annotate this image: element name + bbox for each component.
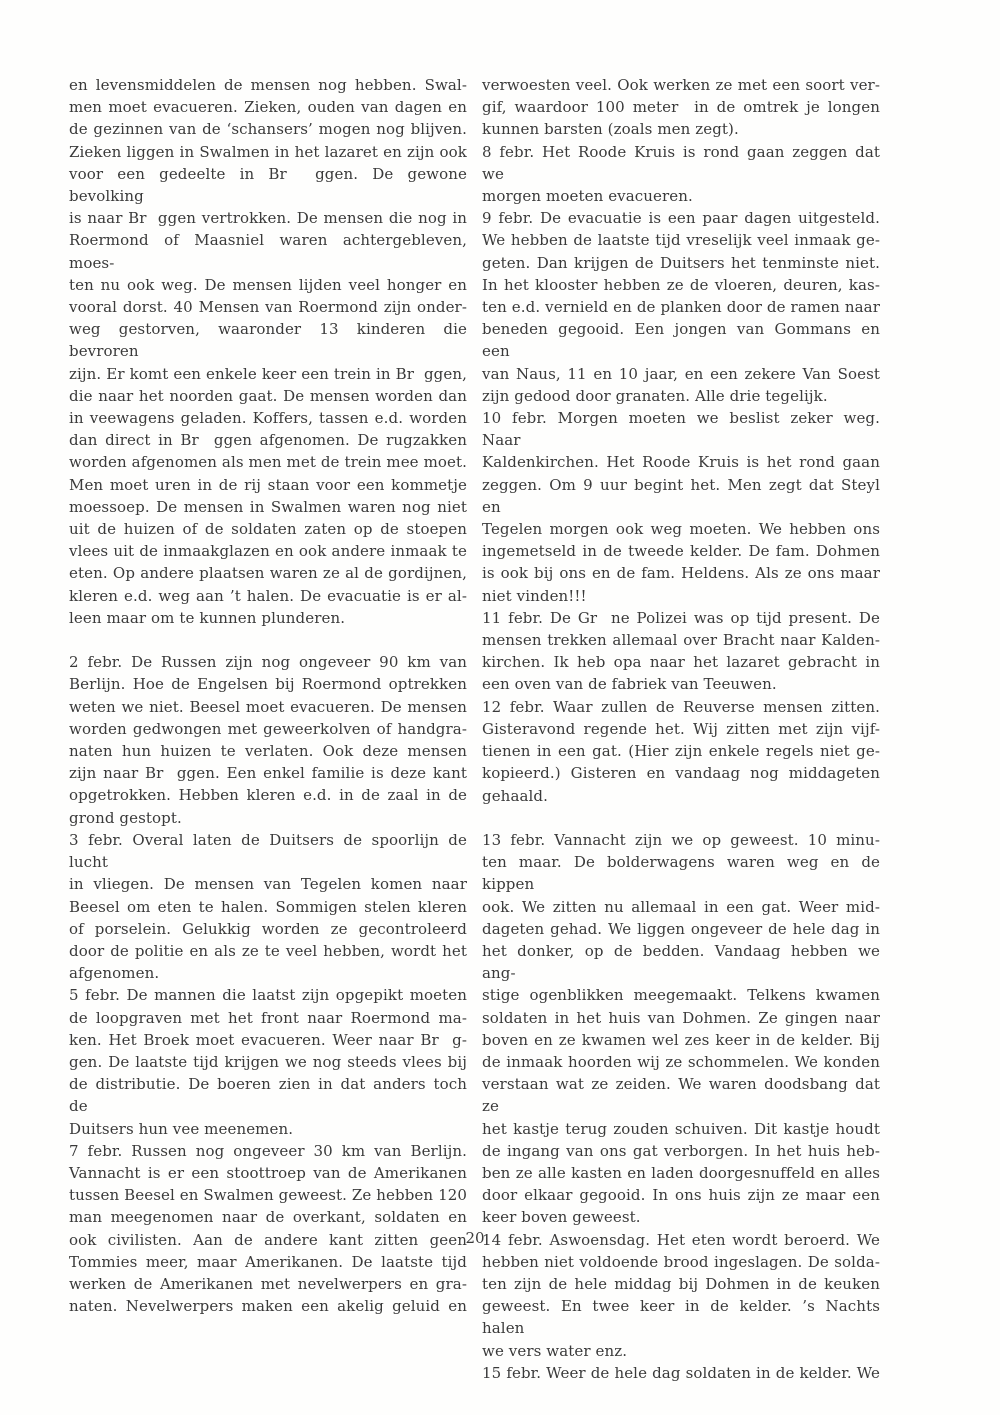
text-line: dageten gehad. We liggen ongeveer de hele dag in xyxy=(482,919,880,938)
text-line: zijn gedood door granaten. Alle drie tegelijk. xyxy=(482,386,828,405)
text-line: geten. Dan krijgen de Duitsers het tenminste niet. xyxy=(482,253,880,272)
text-line: 2 febr. De Russen zijn nog ongeveer 90 km van xyxy=(69,653,467,672)
text-line: die naar het noorden gaat. De mensen worden dan xyxy=(69,386,467,405)
text-line: de distributie. De boeren zien in dat anders toch de xyxy=(69,1075,467,1116)
text-line: zijn naar Br ggen. Een enkel familie is deze kant xyxy=(69,764,467,783)
text-line: is ook bij ons en de fam. Heldens. Als ze ons maar xyxy=(482,564,880,583)
text-line: 15 febr. Weer de hele dag soldaten in de kelder. We xyxy=(482,1363,880,1382)
text-line: uit de huizen of de soldaten zaten op de stoepen xyxy=(69,520,467,539)
text-line: Tommies meer, maar Amerikanen. De laatste tijd xyxy=(69,1252,467,1271)
text-line: tienen in een gat. (Hier zijn enkele regels niet ge- xyxy=(482,742,880,761)
text-line: stige ogenblikken meegemaakt. Telkens kwamen xyxy=(482,986,880,1005)
text-line: de inmaak hoorden wij ze schommelen. We konden xyxy=(482,1052,880,1071)
text-line: dan direct in Br ggen afgenomen. De rugzakken xyxy=(69,431,467,450)
text-line: Duitsers hun vee meenemen. xyxy=(69,1119,294,1138)
text-line: Men moet uren in de rij staan voor een kommetje xyxy=(69,475,467,494)
text-line: van Naus, 11 en 10 jaar, en een zekere Van Soest xyxy=(482,364,880,383)
text-line: afgenomen. xyxy=(69,964,160,983)
text-line: ben ze alle kasten en laden doorgesnuffeld en alles xyxy=(482,1163,880,1182)
text-line: mensen trekken allemaal over Bracht naar Kalden- xyxy=(482,631,880,650)
paragraph xyxy=(69,651,467,829)
text-line: kopieerd.) Gisteren en vandaag nog middageten xyxy=(482,764,880,783)
text-line: 10 febr. Morgen moeten we beslist zeker weg. Naar xyxy=(482,409,880,450)
text-line: naten hun huizen te verlaten. Ook deze mensen xyxy=(69,742,467,761)
text-line: in veewagens geladen. Koffers, tassen e.d. worden xyxy=(69,409,467,428)
paragraph xyxy=(482,607,880,696)
text-line: morgen moeten evacueren. xyxy=(482,187,693,206)
text-line: en levensmiddelen de mensen nog hebben. Swal- xyxy=(69,76,467,94)
text-line: vlees uit de inmaakglazen en ook andere inmaak te xyxy=(69,542,467,561)
text-line: 3 febr. Overal laten de Duitsers de spoorlijn de lucht xyxy=(69,830,467,872)
paragraph xyxy=(482,829,880,1229)
text-line: man meegenomen naar de overkant, soldaten en xyxy=(69,1208,467,1227)
text-line: keer boven geweest. xyxy=(482,1208,641,1227)
text-line: ken. Het Broek moet evacueren. Weer naar Br g- xyxy=(69,1030,467,1049)
text-line: naten. Nevelwerpers maken een akelig geluid en xyxy=(69,1297,467,1316)
text-line: We hebben de laatste tijd vreselijk veel inmaak ge- xyxy=(482,231,880,250)
text-line: gen. De laatste tijd krijgen we nog steeds vlees bij xyxy=(69,1052,467,1071)
paragraph xyxy=(69,74,467,629)
text-line: In het klooster hebben ze de vloeren, deuren, kas- xyxy=(482,275,880,294)
text-line: een oven van de fabriek van Teeuwen. xyxy=(482,675,777,694)
paragraph xyxy=(482,207,880,407)
text-line: 14 febr. Aswoensdag. Het eten wordt beroerd. We xyxy=(482,1230,880,1249)
text-line: ingemetseld in de tweede kelder. De fam. Dohmen xyxy=(482,542,880,561)
text-line: in vliegen. De mensen van Tegelen komen naar xyxy=(69,875,467,894)
text-line: gif, waardoor 100 meter in de omtrek je longen xyxy=(482,98,880,117)
text-line: worden gedwongen met geweerkolven of handgra- xyxy=(69,719,467,738)
text-line: Roermond of Maasniel waren achtergebleven, moes- xyxy=(69,231,467,272)
text-line: niet vinden!!! xyxy=(482,586,587,605)
paragraph xyxy=(69,984,467,1139)
text-line: kleren e.d. weg aan ’t halen. De evacuatie is er al- xyxy=(69,586,467,605)
text-line: Berlijn. Hoe de Engelsen bij Roermond optrekken xyxy=(69,675,467,694)
text-line: verwoesten veel. Ook werken ze met een soort ver- xyxy=(482,76,880,94)
text-line: tussen Beesel en Swalmen geweest. Ze hebben 120 xyxy=(69,1186,467,1205)
text-line: grond gestopt. xyxy=(69,808,182,827)
text-line: door de politie en als ze te veel hebben, wordt het xyxy=(69,941,467,960)
paragraph xyxy=(482,407,880,607)
column-right xyxy=(482,74,880,1384)
text-line: ten zijn de hele middag bij Dohmen in de keuken xyxy=(482,1274,880,1293)
text-line: de gezinnen van de ‘schansers’ mogen nog blijven. xyxy=(69,120,467,139)
text-line: gehaald. xyxy=(482,786,548,805)
text-line: weg gestorven, waaronder 13 kinderen die bevroren xyxy=(69,320,467,361)
paragraph xyxy=(482,1362,880,1384)
text-line: 7 febr. Russen nog ongeveer 30 km van Berlijn. xyxy=(69,1141,467,1160)
text-line: het donker, op de bedden. Vandaag hebben we ang- xyxy=(482,941,880,983)
page-number: 20 xyxy=(465,1229,485,1247)
paragraph xyxy=(482,696,880,807)
text-line: het kastje terug zouden schuiven. Dit kastje houdt xyxy=(482,1119,880,1138)
paragraph xyxy=(482,74,880,141)
text-line: ten e.d. vernield en de planken door de ramen naar xyxy=(482,298,880,317)
paragraph xyxy=(69,829,467,984)
text-line: leen maar om te kunnen plunderen. xyxy=(69,608,346,627)
text-line: vooral dorst. 40 Mensen van Roermond zijn onder- xyxy=(69,298,467,317)
text-line: moessoep. De mensen in Swalmen waren nog niet xyxy=(69,497,467,516)
text-line: voor een gedeelte in Br ggen. De gewone bevolking xyxy=(69,164,467,206)
text-line: Zieken liggen in Swalmen in het lazaret en zijn ook xyxy=(69,142,467,161)
text-line: hebben niet voldoende brood ingeslagen. De solda- xyxy=(482,1252,880,1271)
text-line: 13 febr. Vannacht zijn we op geweest. 10 minu- xyxy=(482,830,880,849)
text-line: 5 febr. De mannen die laatst zijn opgepikt moeten xyxy=(69,986,467,1005)
text-line: weten we niet. Beesel moet evacueren. De mensen xyxy=(69,697,467,716)
text-line: Tegelen morgen ook weg moeten. We hebben ons xyxy=(482,520,880,539)
text-line: kunnen barsten (zoals men zegt). xyxy=(482,120,739,139)
text-line: de ingang van ons gat verborgen. In het huis heb- xyxy=(482,1141,880,1160)
text-line: verstaan wat ze zeiden. We waren doodsbang dat ze xyxy=(482,1075,880,1116)
column-left xyxy=(69,74,467,1384)
text-line: 8 febr. Het Roode Kruis is rond gaan zeggen dat we xyxy=(482,142,880,183)
text-line: Gisteravond regende het. Wij zitten met zijn vijf- xyxy=(482,719,880,738)
paragraph xyxy=(482,141,880,208)
text-line: door elkaar gegooid. In ons huis zijn ze maar een xyxy=(482,1186,880,1205)
text-line: 9 febr. De evacuatie is een paar dagen uitgesteld. xyxy=(482,209,880,228)
text-line: of porselein. Gelukkig worden ze gecontroleerd xyxy=(69,919,467,938)
text-line: ook. We zitten nu allemaal in een gat. Weer mid- xyxy=(482,897,880,916)
text-line: zijn. Er komt een enkele keer een trein in Br ggen, xyxy=(69,364,467,383)
text-line: eten. Op andere plaatsen waren ze al de gordijnen, xyxy=(69,564,467,583)
text-line: ten nu ook weg. De mensen lijden veel honger en xyxy=(69,275,467,294)
text-line: zeggen. Om 9 uur begint het. Men zegt dat Steyl en xyxy=(482,475,880,516)
text-line: ten maar. De bolderwagens waren weg en de kippen xyxy=(482,853,880,894)
text-line: kirchen. Ik heb opa naar het lazaret gebracht in xyxy=(482,653,880,672)
text-line: 11 febr. De Gr ne Polizei was op tijd present. De xyxy=(482,608,880,627)
text-line: soldaten in het huis van Dohmen. Ze gingen naar xyxy=(482,1008,880,1027)
text-line: werken de Amerikanen met nevelwerpers en gra- xyxy=(69,1274,467,1293)
text-line: Vannacht is er een stoottroep van de Amerikanen xyxy=(69,1163,467,1182)
text-line: beneden gegooid. Een jongen van Gommans en een xyxy=(482,320,880,361)
text-line: is naar Br ggen vertrokken. De mensen die nog in xyxy=(69,209,467,228)
text-line: de loopgraven met het front naar Roermond ma- xyxy=(69,1008,467,1027)
text-block xyxy=(69,74,881,1384)
text-line: worden afgenomen als men met de trein mee moet. xyxy=(69,453,467,472)
text-line: geweest. En twee keer in de kelder. ’s Nachts halen xyxy=(482,1297,880,1338)
text-line: ook civilisten. Aan de andere kant zitten geen xyxy=(69,1230,467,1249)
text-line: we vers water enz. xyxy=(482,1341,628,1360)
text-line: Kaldenkirchen. Het Roode Kruis is het rond gaan xyxy=(482,453,880,472)
text-line: men moet evacueren. Zieken, ouden van dagen en xyxy=(69,98,467,117)
text-line: boven en ze kwamen wel zes keer in de kelder. Bij xyxy=(482,1030,880,1049)
text-line: opgetrokken. Hebben kleren e.d. in de zaal in de xyxy=(69,786,467,805)
text-line: Beesel om eten te halen. Sommigen stelen kleren xyxy=(69,897,467,916)
text-line: 12 febr. Waar zullen de Reuverse mensen zitten. xyxy=(482,697,880,716)
